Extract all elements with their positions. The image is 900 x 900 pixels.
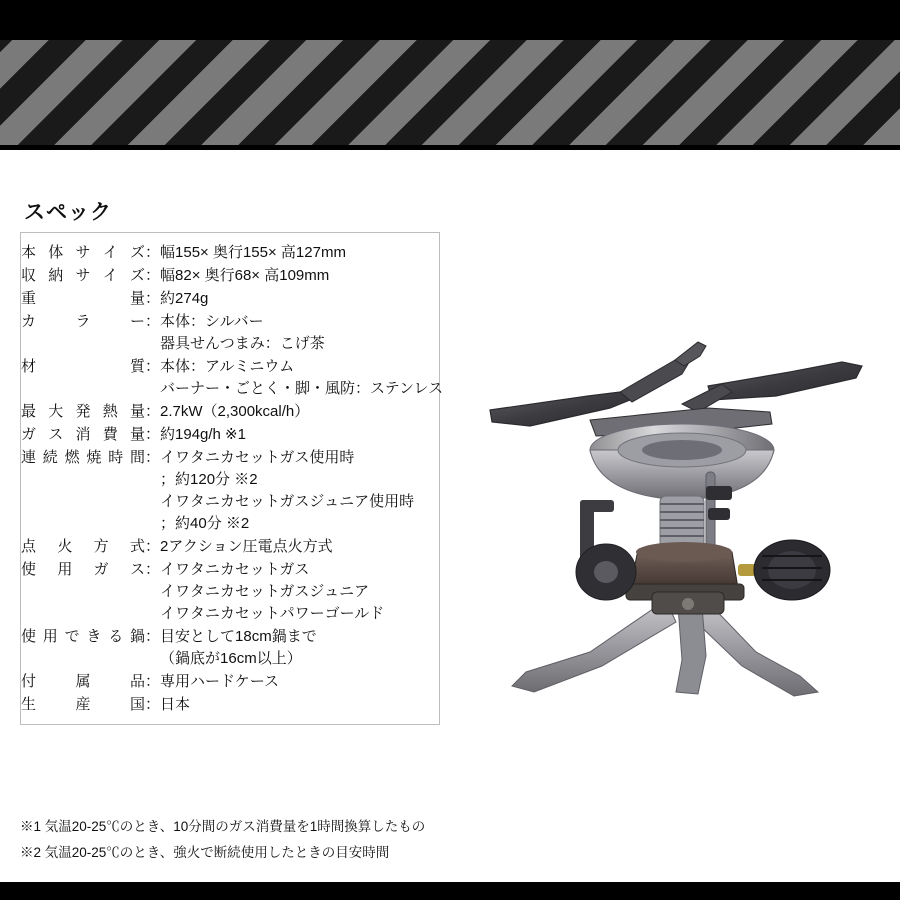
spec-value: [160, 625, 443, 670]
burner-head: [590, 424, 774, 500]
spec-value: [160, 310, 443, 355]
spec-label-text: 重 量: [21, 290, 145, 307]
spec-value-line: 幅155× 奥行155× 高127mm: [160, 244, 346, 261]
spec-colon: ：: [145, 244, 161, 261]
spec-label: [21, 693, 145, 716]
spec-value: [160, 693, 443, 716]
bottom-black-bar: [0, 882, 900, 900]
spec-label-text: 使 用 で き る 鍋: [21, 628, 145, 645]
spec-label-text: 本 体 サ イ ズ: [21, 244, 145, 261]
spec-value-line: イワタニカセットガス: [160, 561, 310, 578]
footnotes: [20, 814, 425, 865]
spec-label-text: 点 火 方 式: [21, 538, 145, 555]
spec-label-text: 連 続 燃 焼 時 間: [21, 449, 145, 466]
spec-value: [160, 355, 443, 400]
spec-label-text: 収 納 サ イ ズ: [21, 267, 145, 284]
footnote-2: ※2 気温20-25℃のとき、強火で断続使用したときの目安時間: [20, 844, 390, 860]
spec-label: [21, 310, 145, 355]
banner-diagonal-stripes: [0, 40, 900, 145]
spec-value-line: ；約120分 ※2: [160, 471, 258, 488]
spec-table-body: [21, 241, 443, 716]
stove-legs: [512, 592, 818, 696]
top-banner: [0, 0, 900, 150]
spec-label: [21, 558, 145, 625]
spec-value-line: イワタニカセットガス使用時: [160, 449, 355, 466]
spec-colon: ：: [145, 628, 161, 645]
spec-colon: ：: [145, 561, 161, 578]
valve-body: [626, 542, 744, 600]
spec-value: [160, 558, 443, 625]
spec-row: [21, 287, 443, 310]
spec-value-line: 器具せんつまみ：こげ茶: [160, 335, 325, 352]
spec-row: [21, 310, 443, 355]
spec-colon: ：: [145, 696, 161, 713]
spec-label: [21, 625, 145, 670]
spec-value: [160, 241, 443, 264]
spec-row: [21, 355, 443, 400]
spec-colon: ：: [145, 426, 161, 443]
spec-value-line: 約194g/h ※1: [160, 426, 246, 443]
ignition-lever: [576, 500, 636, 600]
page-title: スペック: [24, 201, 112, 224]
spec-value: [160, 400, 443, 423]
spec-value: [160, 446, 443, 535]
spec-label-text: 最 大 発 熱 量: [21, 403, 145, 420]
spec-value-line: 幅82× 奥行68× 高109mm: [160, 267, 330, 284]
spec-row: [21, 535, 443, 558]
spec-colon: ：: [145, 449, 161, 466]
spec-row: [21, 264, 443, 287]
spec-label-text: 使 用 ガ ス: [21, 561, 145, 578]
spec-label: [21, 535, 145, 558]
spec-row: [21, 446, 443, 535]
spec-label-text: 付 属 品: [21, 673, 145, 690]
spec-value-line: 2.7kW（2,300kcal/h）: [160, 403, 310, 420]
spec-label-text: カ ラ ー: [21, 313, 145, 330]
spec-value-line: ；約40分 ※2: [160, 515, 250, 532]
spec-colon: ：: [145, 538, 161, 555]
spec-value: [160, 670, 443, 693]
spec-colon: ：: [145, 673, 161, 690]
spec-label: [21, 287, 145, 310]
spec-value-line: イワタニカセットガスジュニア使用時: [160, 493, 415, 510]
spec-value-line: 日本: [160, 696, 191, 713]
spec-value: [160, 423, 443, 446]
spec-label: [21, 241, 145, 264]
spec-table: [20, 232, 444, 725]
spec-label: [21, 355, 145, 400]
stove-illustration: [470, 300, 880, 760]
spec-value-line: 約274g: [160, 290, 209, 307]
spec-value-line: バーナー・ごとく・脚・風防：ステンレス: [160, 380, 444, 397]
spec-colon: ：: [145, 290, 161, 307]
spec-value-line: イワタニカセットパワーゴールド: [160, 605, 385, 622]
spec-value-line: 2アクション圧電点火方式: [160, 538, 333, 555]
spec-value-line: 本体：シルバー: [160, 313, 264, 330]
control-knob: [738, 540, 830, 600]
spec-row: [21, 400, 443, 423]
spec-row: [21, 625, 443, 670]
footnote-1: ※1 気温20-25℃のとき、10分間のガス消費量を1時間換算したもの: [20, 819, 426, 834]
spec-value-line: 本体：アルミニウム: [160, 358, 295, 375]
spec-value-line: イワタニカセットガスジュニア: [160, 583, 370, 600]
spec-value-line: （鍋底が16cm以上）: [160, 650, 302, 667]
spec-colon: ：: [145, 267, 161, 284]
spec-value-line: 専用ハードケース: [160, 673, 279, 690]
spec-label: [21, 670, 145, 693]
banner-top-bar: [0, 0, 900, 40]
spec-label: [21, 400, 145, 423]
product-photo: [470, 300, 880, 760]
spec-value: [160, 287, 443, 310]
spec-colon: ：: [145, 403, 161, 420]
spec-colon: ：: [145, 358, 161, 375]
banner-bottom-bar: [0, 145, 900, 150]
spec-row: [21, 241, 443, 264]
spec-row: [21, 693, 443, 716]
spec-label-text: 材 質: [21, 358, 145, 375]
spec-value: [160, 264, 443, 287]
spec-label: [21, 264, 145, 287]
spec-label-text: 生 産 国: [21, 696, 145, 713]
spec-row: [21, 558, 443, 625]
spec-label-text: ガ ス 消 費 量: [21, 426, 145, 443]
spec-value-line: 目安として18cm鍋まで: [160, 628, 317, 645]
spec-colon: ：: [145, 313, 161, 330]
spec-row: [21, 423, 443, 446]
spec-label: [21, 446, 145, 535]
spec-value: [160, 535, 443, 558]
spec-row: [21, 670, 443, 693]
spec-label: [21, 423, 145, 446]
